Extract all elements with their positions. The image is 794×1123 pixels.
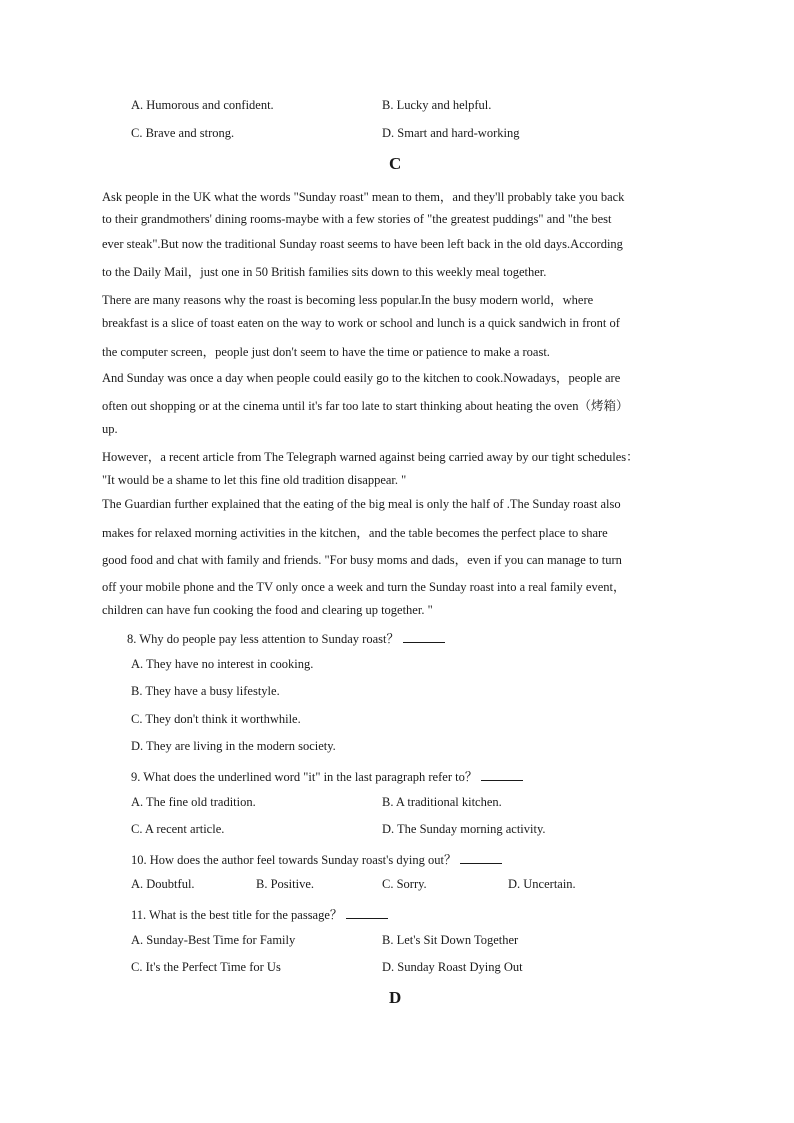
q9-option-d: D. The Sunday morning activity.: [382, 822, 546, 836]
passage-line: to their grandmothers' dining rooms-maybe with a few stories of "the greatest puddings" and "the best: [102, 212, 612, 226]
q8-option-b: B. They have a busy lifestyle.: [131, 684, 280, 698]
passage-line: However，a recent article from The Telegraph warned against being carried away by our tight schedules：: [102, 450, 639, 464]
question-stem: 10. How does the author feel towards Sunday roast's dying out？: [131, 853, 457, 867]
answer-blank[interactable]: [403, 631, 445, 643]
section-d-heading: D: [389, 988, 402, 1007]
prev-option-d: D. Smart and hard-working: [382, 126, 520, 140]
passage-line: up.: [102, 422, 118, 436]
q11-option-d: D. Sunday Roast Dying Out: [382, 960, 523, 974]
passage-line: Ask people in the UK what the words "Sunday roast" mean to them，and they'll probably take you back: [102, 190, 625, 204]
q10-option-d: D. Uncertain.: [508, 877, 576, 891]
question-stem: 9. What does the underlined word "it" in the last paragraph refer to？: [131, 770, 478, 784]
prev-option-b: B. Lucky and helpful.: [382, 98, 492, 112]
q8-option-d: D. They are living in the modern society.: [131, 739, 336, 753]
passage-line: makes for relaxed morning activities in the kitchen，and the table becomes the perfect place to share: [102, 526, 608, 540]
passage-line: off your mobile phone and the TV only once a week and turn the Sunday roast into a real family event，: [102, 580, 626, 594]
passage-line: good food and chat with family and friends. "For busy moms and dads，even if you can manage to turn: [102, 553, 622, 567]
passage-line: The Guardian further explained that the eating of the big meal is only the half of .The Sunday roast also: [102, 497, 621, 511]
q10-option-a: A. Doubtful.: [131, 877, 195, 891]
question-8: [127, 629, 445, 647]
question-stem: 8. Why do people pay less attention to Sunday roast？: [127, 632, 399, 646]
passage-line: breakfast is a slice of toast eaten on the way to work or school and lunch is a quick sandwich in front of: [102, 316, 620, 330]
q9-option-a: A. The fine old tradition.: [131, 795, 256, 809]
answer-blank[interactable]: [460, 852, 502, 864]
question-stem: 11. What is the best title for the passage？: [131, 908, 343, 922]
passage-line: to the Daily Mail，just one in 50 British families sits down to this weekly meal together.: [102, 265, 547, 279]
answer-blank[interactable]: [481, 769, 523, 781]
q10-option-b: B. Positive.: [256, 877, 314, 891]
passage-line: children can have fun cooking the food and clearing up together. ": [102, 603, 433, 617]
q11-option-a: A. Sunday-Best Time for Family: [131, 933, 296, 947]
passage-line: And Sunday was once a day when people could easily go to the kitchen to cook.Nowadays，people are: [102, 371, 621, 385]
prev-option-a: A. Humorous and confident.: [131, 98, 274, 112]
q9-option-c: C. A recent article.: [131, 822, 225, 836]
section-c-heading: C: [389, 154, 402, 173]
question-11: [131, 905, 388, 923]
passage-line: There are many reasons why the roast is becoming less popular.In the busy modern world，where: [102, 293, 594, 307]
q11-option-b: B. Let's Sit Down Together: [382, 933, 519, 947]
q8-option-c: C. They don't think it worthwhile.: [131, 712, 301, 726]
question-10: [131, 850, 502, 868]
q10-option-c: C. Sorry.: [382, 877, 427, 891]
q8-option-a: A. They have no interest in cooking.: [131, 657, 314, 671]
passage-line: ever steak".But now the traditional Sunday roast seems to have been left back in the old days.According: [102, 237, 623, 251]
q9-option-b: B. A traditional kitchen.: [382, 795, 502, 809]
question-9: [131, 767, 523, 785]
passage-line: "It would be a shame to let this fine old tradition disappear. ": [102, 473, 407, 487]
answer-blank[interactable]: [346, 907, 388, 919]
prev-option-c: C. Brave and strong.: [131, 126, 235, 140]
passage-line: the computer screen，people just don't seem to have the time or patience to make a roast.: [102, 345, 550, 359]
passage-line: often out shopping or at the cinema until it's far too late to start thinking about heating the oven（烤箱）: [102, 399, 629, 413]
q11-option-c: C. It's the Perfect Time for Us: [131, 960, 281, 974]
